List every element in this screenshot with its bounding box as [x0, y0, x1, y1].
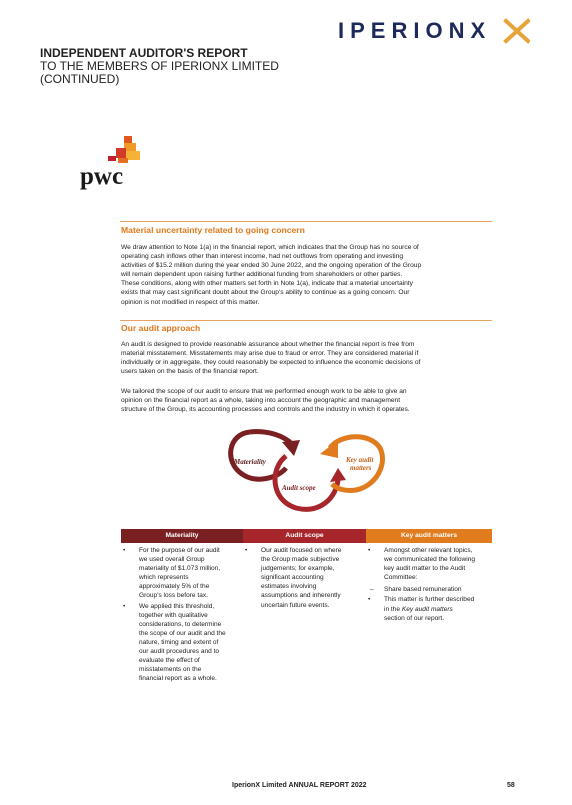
going-concern-heading: Material uncertainty related to going concern: [121, 225, 305, 235]
pwc-logo-text: pwc: [80, 163, 124, 190]
list-item: [243, 546, 366, 610]
text-line: uncertain future events.: [261, 601, 330, 609]
text-line: key audit matter to the Audit: [384, 565, 466, 573]
text-line: individually or in aggregate, they could reasonably be expected to influence the economic decisions of: [121, 359, 421, 367]
table-header-materiality: Materiality: [121, 529, 243, 543]
text-line: our audit procedures and to: [139, 648, 220, 656]
bullet-icon: •: [368, 596, 371, 604]
text-line: material misstatement. Misstatements may arise due to fraud or error. They are considered material if: [121, 350, 419, 358]
bullet-icon: •: [245, 547, 248, 554]
text-line: the Group made subjective: [261, 556, 340, 564]
text-line: misstatements on the: [139, 666, 202, 674]
pwc-blocks-icon: [108, 136, 140, 163]
list-item: [121, 602, 243, 684]
page-number: 58: [507, 782, 515, 789]
text-line: Group's loss before tax.: [139, 592, 208, 600]
report-title-line3: (CONTINUED): [40, 72, 120, 86]
text-line: Share based remuneration: [384, 586, 462, 594]
text-line: significant accounting: [261, 574, 324, 582]
text-line: Committee:: [384, 574, 418, 582]
text-line: Amongst other relevant topics,: [384, 547, 473, 554]
text-line: We tailored the scope of our audit to ensure that we performed enough work to be able to give an: [121, 388, 407, 395]
text-line: we communicated the following: [384, 556, 475, 564]
italic-text-fragment: Key audit matters: [401, 605, 453, 613]
text-line: financial report as a whole.: [139, 675, 217, 683]
table-header-key-audit-matters: Key audit matters: [366, 529, 492, 543]
text-line: [384, 605, 492, 614]
text-line: together with qualitative: [139, 611, 208, 619]
materiality-column: [121, 546, 243, 684]
text-line: Our audit focused on where: [261, 547, 342, 554]
section-divider: [120, 221, 492, 222]
bullet-icon: •: [368, 547, 371, 554]
text-line: exists that may cast significant doubt about the Group's ability to continue as a going concern. Our: [121, 289, 410, 297]
bullet-icon: •: [123, 547, 126, 554]
audit-scope-arc: [275, 456, 338, 509]
footer-text: IperionX Limited ANNUAL REPORT 2022: [232, 782, 367, 789]
list-item: [121, 546, 243, 601]
audit-scope-arrowhead: [330, 468, 346, 482]
text-line: nature, timing and extent of: [139, 638, 219, 646]
diagram-label-materiality: Materiality: [234, 458, 266, 466]
table-header-audit-scope: Audit scope: [243, 529, 366, 543]
text-line: activities of $15.2 million during the year ended 30 June 2022, and the ongoing operation of the Group: [121, 262, 422, 270]
audit-approach-paragraph-2: [121, 387, 493, 414]
pwc-logo: [78, 136, 148, 190]
text-line: we used overall Group: [139, 556, 205, 564]
iperionx-logo-text: IPERIONX: [338, 18, 492, 43]
text-line: We applied this threshold,: [139, 602, 215, 610]
text-fragment: in the: [384, 605, 402, 613]
list-item: [366, 595, 492, 622]
text-line: opinion on the financial report as a whole, taking into account the geographic and management: [121, 397, 401, 405]
report-title-line1: INDEPENDENT AUDITOR'S REPORT: [40, 46, 248, 60]
dash-list-item: [366, 585, 492, 594]
text-line: evaluate the effect of: [139, 657, 200, 665]
diagram-label-audit-scope: Audit scope: [282, 484, 316, 492]
text-line: materiality of $1.073 million,: [139, 565, 221, 573]
key-audit-matters-column: [366, 546, 492, 624]
text-line: considerations, to determine: [139, 620, 222, 628]
text-line: assumptions and inherently: [261, 592, 341, 600]
text-line: An audit is designed to provide reasonable assurance about whether the financial report is free from: [121, 341, 415, 348]
text-line: We draw attention to Note 1(a) in the financial report, which indicates that the Group has no source of: [121, 244, 419, 251]
text-line: These conditions, along with other matters set forth in Note 1(a), indicate that a material uncertainty: [121, 280, 413, 288]
report-title-line2: TO THE MEMBERS OF IPERIONX LIMITED: [40, 59, 279, 73]
audit-approach-paragraph-1: [121, 340, 493, 376]
x-mark-icon: [506, 21, 528, 41]
text-line: operating cash inflows other than interest income, had net outflows from operating and investing: [121, 253, 404, 261]
materiality-arrowhead: [282, 440, 300, 456]
text-line: will remain dependent upon raising further additional funding from shareholders or other parties.: [121, 271, 403, 279]
text-line: the scope of our audit and the: [139, 629, 226, 637]
bullet-icon: •: [123, 602, 126, 610]
text-line: users taken on the basis of the financial report.: [121, 368, 259, 376]
text-line: For the purpose of our audit: [139, 547, 220, 554]
audit-approach-heading: Our audit approach: [121, 323, 201, 333]
diagram-label-kam-line1: Key audit: [346, 456, 374, 464]
text-line: which represents: [139, 574, 189, 582]
text-line: section of our report.: [384, 614, 445, 622]
section-divider: [120, 320, 492, 321]
audit-scope-column: [243, 546, 366, 611]
dash-icon: –: [370, 586, 374, 594]
iperionx-logo: [338, 18, 530, 44]
list-item: [366, 546, 492, 582]
text-line: estimates involving: [261, 583, 317, 591]
text-line: structure of the Group, its accounting processes and controls and the industry in which it operates.: [121, 406, 410, 414]
text-line: approximately 5% of the: [139, 583, 210, 591]
report-title: [40, 47, 340, 86]
audit-approach-diagram: [220, 428, 390, 514]
text-line: opinion is not modified in respect of this matter.: [121, 298, 260, 306]
going-concern-paragraph: [121, 243, 493, 307]
kam-arrowhead: [320, 440, 338, 458]
text-line: This matter is further described: [384, 596, 475, 604]
diagram-label-kam-line2: matters: [350, 464, 372, 472]
text-line: judgements; for example,: [261, 565, 335, 573]
